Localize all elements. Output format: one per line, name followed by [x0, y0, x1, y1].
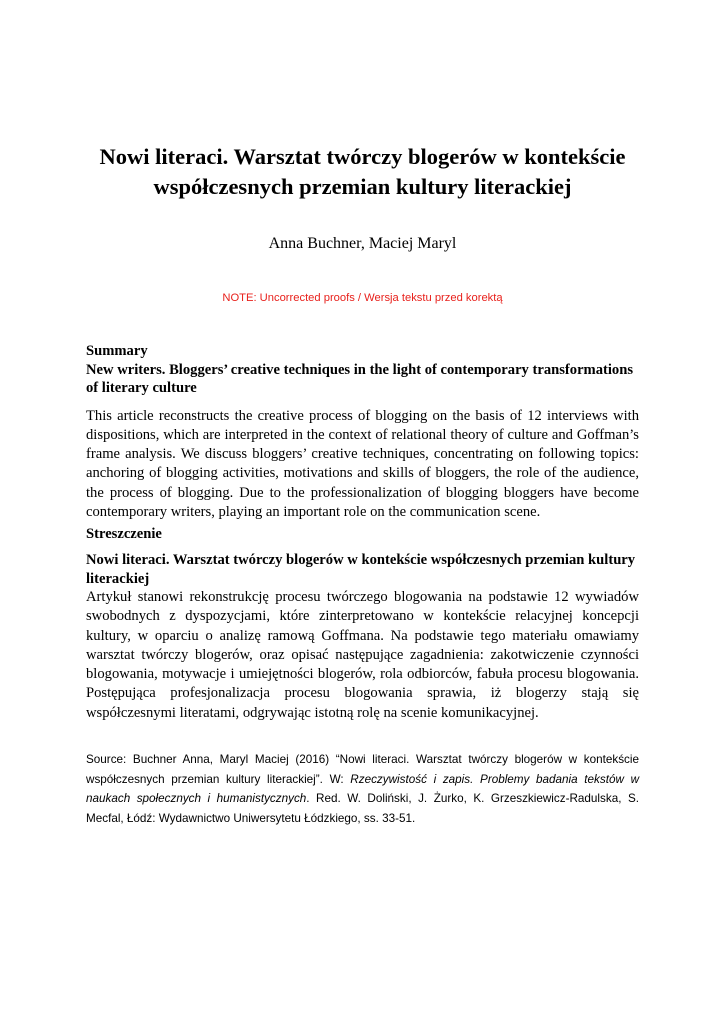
streszczenie-heading: Streszczenie — [86, 526, 162, 542]
source-book-title: Rzeczywistość i zapis. Problemy badania tekstów w naukach społecznych i humanistycznych — [86, 772, 640, 805]
summary-body: This article reconstructs the creative process of blogging on the basis of 12 interviews with dispositions, which are interpreted in the context of relational theory of culture and Goffman’s frame analysis. We discuss bloggers’ creative techniques, concentrating on following topics: anchoring of blogging activities, motivations and skills of bloggers, the role of the audience, the process of blogging. Due to the professionalization of blogging bloggers have become contemporary writers, playing an important role on the communication scene. — [86, 407, 639, 520]
summary-section — [86, 342, 639, 522]
document-page — [86, 0, 639, 1024]
source-tail: . Red. W. Doliński, J. Żurko, K. Grzeszkiewicz-Radulska, S. Mecfal, Łódź: Wydawnictwo Uniwersytetu Łódzkiego, ss. 33-51. — [86, 792, 639, 825]
proof-note: NOTE: Uncorrected proofs / Wersja tekstu przed korektą — [222, 292, 503, 304]
summary-subtitle: New writers. Bloggers’ creative techniques in the light of contemporary transformations of literary culture — [86, 361, 634, 396]
streszczenie-body: Artykuł stanowi rekonstrukcję procesu twórczego blogowania na podstawie 12 wywiadów swobodnych z dyspozycjami, które zinterpretowano w kontekście relacyjnej koncepcji kultury, w oparciu o analizę ramową Goffmana. Na podstawie tego materiału omawiamy warsztat twórczy blogerów, oraz opisać następujące zagadnienia: zakotwiczenie czynności blogowania, motywacje i umiejętności blogerów, rola odbiorców, fabuła procesu blogowania. Postępująca profesjonalizacja procesu blogowania sprawia, iż blogerzy stają się współczesnymi literatami, odgrywając istotną rolę na scenie komunikacyjnej. — [86, 589, 639, 721]
source-citation — [86, 750, 639, 828]
summary-heading: Summary — [86, 343, 148, 359]
authors: Anna Buchner, Maciej Maryl — [268, 235, 457, 252]
streszczenie-subtitle: Nowi literaci. Warsztat twórczy blogerów w kontekście współczesnych przemian kultury literackiej — [86, 552, 636, 587]
article-title: Nowi literaci. Warsztat twórczy blogerów w kontekście współczesnych przemian kultury literackiej — [99, 144, 626, 199]
streszczenie-section — [86, 551, 639, 723]
source-lead: Source: Buchner Anna, Maryl Maciej (2016) “Nowi literaci. Warsztat twórczy blogerów w kontekście współczesnych przemian kultury literackiej”. W: — [86, 753, 639, 786]
